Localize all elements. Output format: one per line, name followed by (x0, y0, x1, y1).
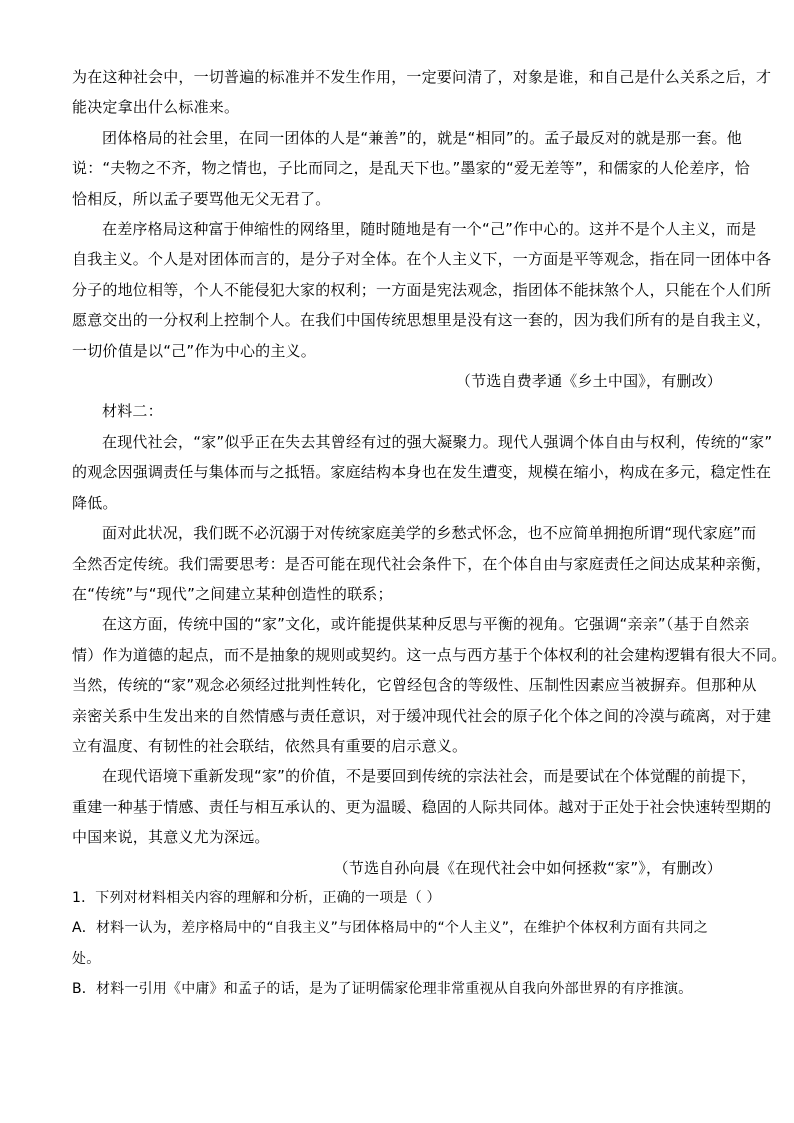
paragraph-p5 (72, 518, 772, 609)
material-2-heading: 材料二： (102, 402, 163, 421)
text-line: 中国来说，其意义尤为深远。 (72, 828, 270, 847)
text-line: 愿意交出的一分权利上控制个人。在我们中国传统思想里是没有这一套的，因为我们所有的是自我主义， (72, 311, 772, 330)
text-line: 在这方面，传统中国的“家”文化，或许能提供某种反思与平衡的视角。它强调“亲亲”（基于自然亲 (102, 615, 750, 634)
text-line: 的观念因强调责任与集体而与之抵牾。家庭结构本身也在发生遭变，规模在缩小，构成在多元，稳定性在 (72, 463, 772, 482)
paragraph-p4 (72, 427, 773, 518)
text-line: 为在这种社会中，一切普遍的标准并不发生作用，一定要问清了，对象是谁，和自己是什么关系之后，才 (72, 68, 772, 86)
text-line: 说：“夫物之不齐，物之情也，子比而同之，是乱天下也。”墨家的“爱无差等”，和儒家的人伦差序，恰 (72, 159, 750, 178)
source-citation-2: （节选自孙向晨《在现代社会中如何拯救“家”》，有删改） (333, 858, 722, 877)
paragraph-p2 (72, 123, 750, 214)
text-line: 当然，传统的“家”观念必须经过批判性转化，它曾经包含的等级性、压制性因素应当被摒弃。但那种从 (72, 676, 757, 695)
document-page (72, 62, 787, 1005)
text-line: 亲密关系中生发出来的自然情感与责任意识，对于缓冲现代社会的原子化个体之间的冷漠与疏离，对于建 (72, 706, 772, 725)
option-a-line: 处。 (72, 950, 101, 967)
paragraph-p3 (72, 214, 772, 366)
text-line: 重建一种基于情感、责任与相互承认的、更为温暖、稳固的人际共同体。越对于正处于社会快速转型期的 (72, 797, 772, 816)
text-line: 在差序格局这种富于伸缩性的网络里，随时随地是有一个“己”作中心的。这并不是个人主义，而是 (102, 220, 757, 239)
text-line: 面对此状况，我们既不必沉溺于对传统家庭美学的乡愁式怀念，也不应简单拥抱所谓“现代家庭”而 (102, 524, 757, 543)
question-stem: 1．下列对材料相关内容的理解和分析，正确的一项是（ ） (72, 889, 441, 906)
text-line: 分子的地位相等，个人不能侵犯大家的权利；一方面是宪法观念，指团体不能抹煞个人，只能在个人们所 (72, 280, 772, 299)
text-line: 能决定拿出什么标准来。 (72, 98, 240, 117)
text-line: 在现代语境下重新发现“家”的价值，不是要回到传统的宗法社会，而是要试在个体觉醒的前提下， (102, 767, 757, 786)
text-line: 情）作为道德的起点，而不是抽象的规则或契约。这一点与西方基于个体权利的社会建构逻辑有很大不同。 (72, 645, 787, 664)
text-line: 一切价值是以“己”作为中心的主义。 (72, 341, 316, 360)
option-a-line: A．材料一认为，差序格局中的“自我主义”与团体格局中的“个人主义”，在维护个体权利方面有共同之 (72, 920, 708, 937)
source-citation-1: （节选自费孝通《乡土中国》，有删改） (455, 372, 722, 391)
text-line: 恰相反，所以孟子要骂他无父无君了。 (72, 189, 331, 208)
text-line: 自我主义。个人是对团体而言的，是分子对全体。在个人主义下，一方面是平等观念，指在同一团体中各 (72, 250, 772, 269)
text-line: 全然否定传统。我们需要思考：是否可能在现代社会条件下，在个体自由与家庭责任之间达成某种亲衡， (72, 554, 772, 573)
text-line: 立有温度、有韧性的社会联结，依然具有重要的启示意义。 (72, 736, 468, 755)
text-line: 降低。 (72, 493, 118, 512)
paragraph-p6 (72, 609, 787, 761)
text-line: 团体格局的社会里，在同一团体的人是“兼善”的，就是“相同”的。孟子最反对的就是那一套。他 (102, 128, 742, 147)
option-b-line: B．材料一引用《中庸》和孟子的话，是为了证明儒家伦理非常重视从自我向外部世界的有序推演。 (72, 981, 693, 998)
text-line: 在“传统”与“现代”之间建立某种创造性的联系； (72, 584, 393, 603)
paragraph-p7 (72, 761, 772, 852)
text-line: 在现代社会，“家”似乎正在失去其曾经有过的强大凝聚力。现代人强调个体自由与权利，传统的“家” (102, 432, 773, 451)
question-1 (72, 883, 722, 1005)
paragraph-p1 (72, 62, 772, 123)
